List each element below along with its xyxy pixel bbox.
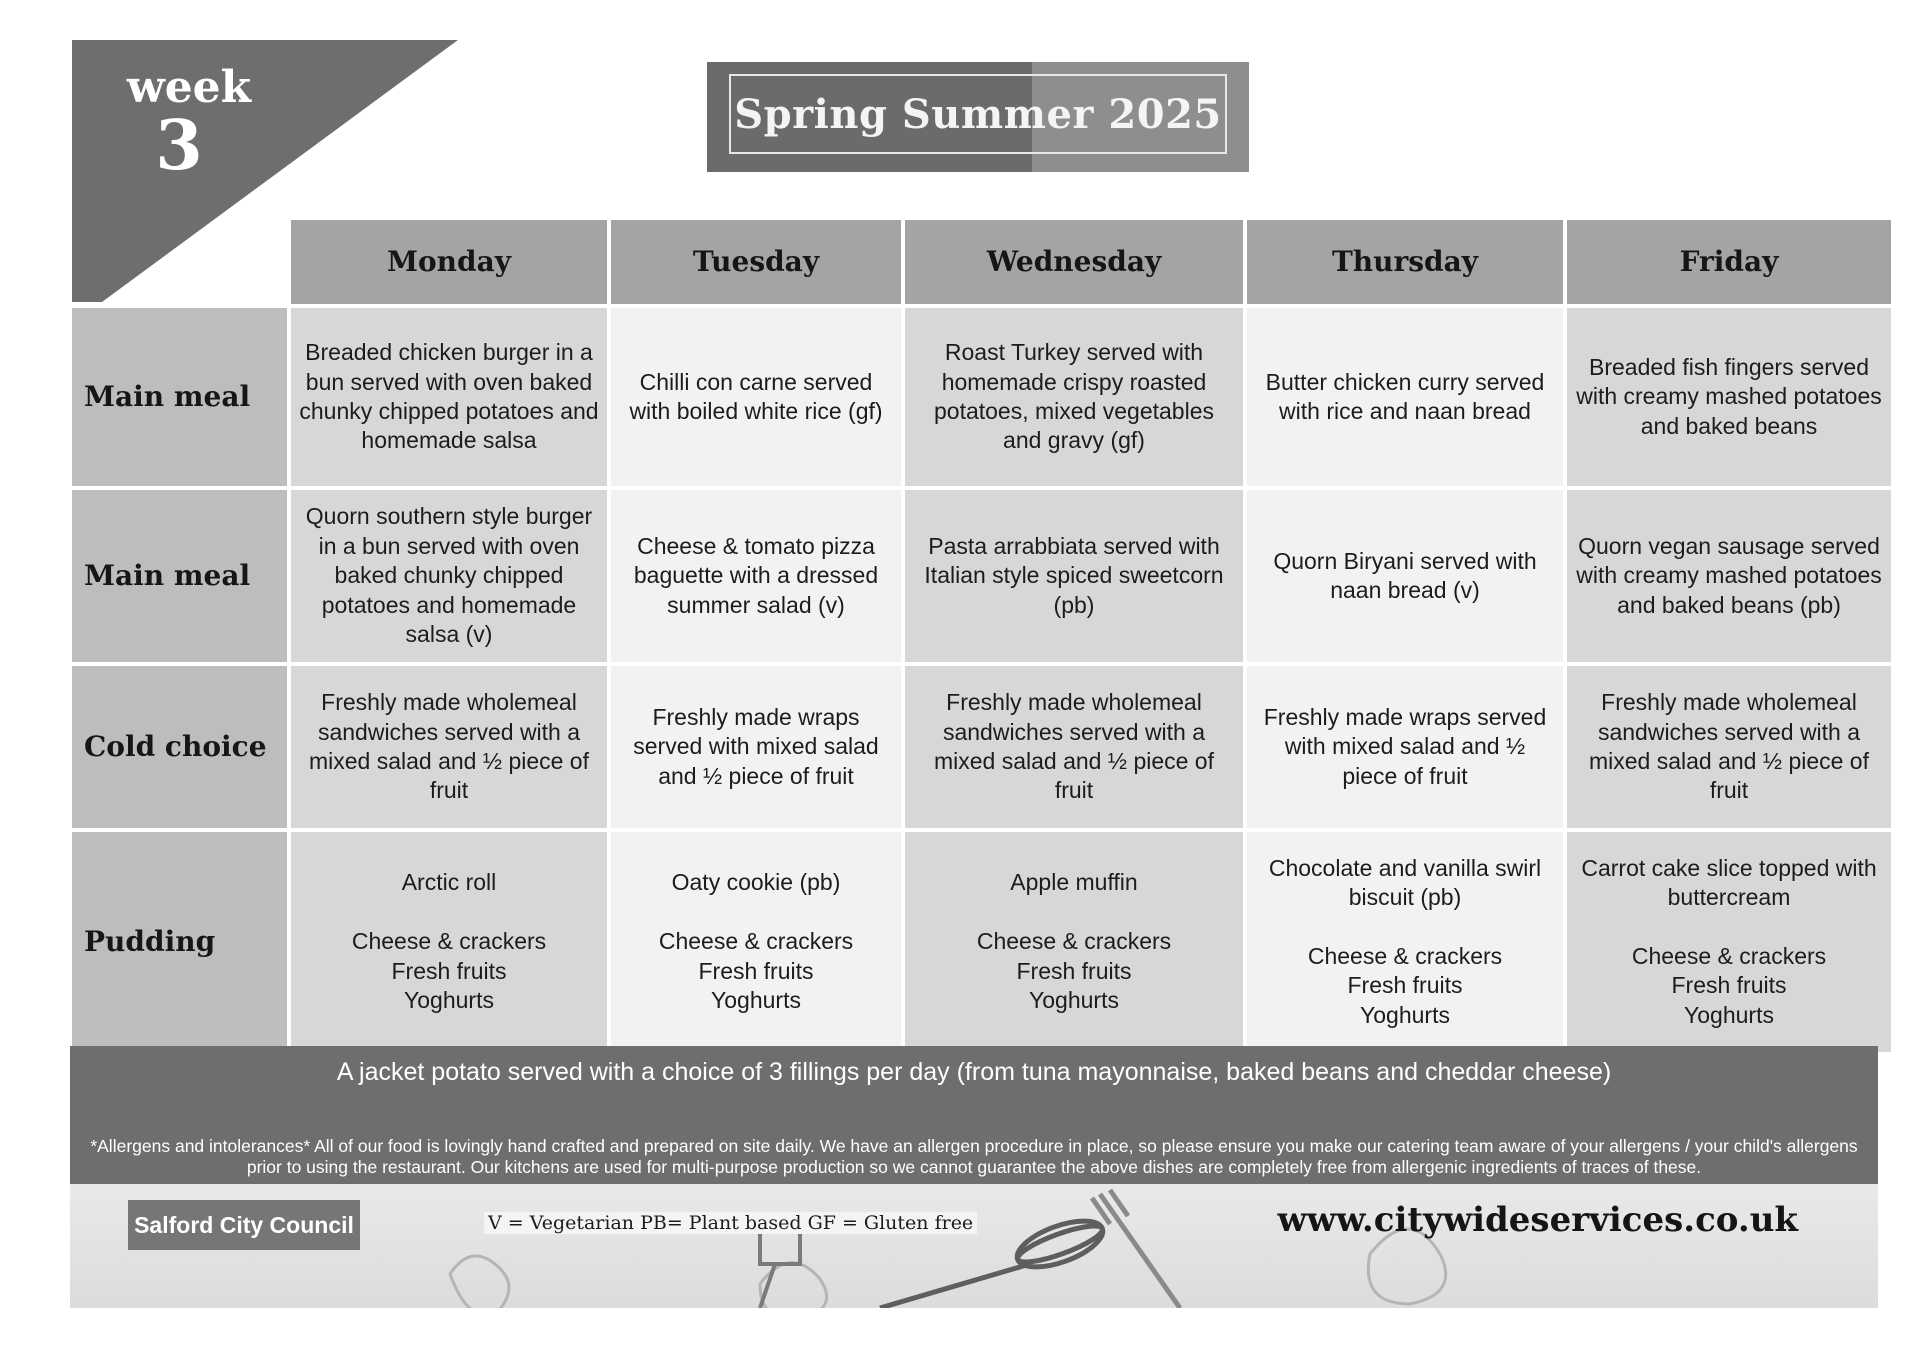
council-logo: Salford City Council: [128, 1200, 360, 1250]
row-label-cold-choice: Cold choice: [72, 666, 287, 828]
pepper-icon: [450, 1229, 1446, 1308]
menu-cell-pudding-monday: Arctic roll Cheese & crackers Fresh fruits Yoghurts: [291, 832, 607, 1052]
menu-title: Spring Summer 2025: [734, 90, 1222, 138]
menu-cell-main2-wednesday: Pasta arrabbiata served with Italian style spiced sweetcorn (pb): [905, 490, 1243, 662]
week-number: 3: [155, 106, 203, 186]
menu-cell-cold-thursday: Freshly made wraps served with mixed salad and ½ piece of fruit: [1247, 666, 1563, 828]
day-header-wednesday: Wednesday: [905, 220, 1243, 304]
menu-cell-pudding-wednesday: Apple muffin Cheese & crackers Fresh fruits Yoghurts: [905, 832, 1243, 1052]
menu-cell-main1-thursday: Butter chicken curry served with rice and naan bread: [1247, 308, 1563, 486]
menu-cell-main2-tuesday: Cheese & tomato pizza baguette with a dressed summer salad (v): [611, 490, 901, 662]
row-label-main-meal-2: Main meal: [72, 490, 287, 662]
day-header-monday: Monday: [291, 220, 607, 304]
website-url: www.citywideservices.co.uk: [1277, 1200, 1798, 1240]
menu-cell-cold-wednesday: Freshly made wholemeal sandwiches served with a mixed salad and ½ piece of fruit: [905, 666, 1243, 828]
menu-grid: [72, 220, 1882, 1045]
fork-icon: [1092, 1190, 1180, 1308]
day-header-thursday: Thursday: [1247, 220, 1563, 304]
menu-cell-main2-monday: Quorn southern style burger in a bun served with oven baked chunky chipped potatoes and homemade salsa (v): [291, 490, 607, 662]
menu-cell-pudding-tuesday: Oaty cookie (pb) Cheese & crackers Fresh fruits Yoghurts: [611, 832, 901, 1052]
day-header-friday: Friday: [1567, 220, 1891, 304]
menu-cell-main1-wednesday: Roast Turkey served with homemade crispy roasted potatoes, mixed vegetables and gravy (gf): [905, 308, 1243, 486]
menu-cell-cold-tuesday: Freshly made wraps served with mixed salad and ½ piece of fruit: [611, 666, 901, 828]
row-label-pudding: Pudding: [72, 832, 287, 1052]
menu-cell-main1-friday: Breaded fish fingers served with creamy mashed potatoes and baked beans: [1567, 308, 1891, 486]
info-band: [70, 1046, 1878, 1184]
menu-cell-main1-tuesday: Chilli con carne served with boiled white rice (gf): [611, 308, 901, 486]
title-banner: [707, 62, 1249, 172]
menu-cell-main2-thursday: Quorn Biryani served with naan bread (v): [1247, 490, 1563, 662]
menu-cell-main1-monday: Breaded chicken burger in a bun served with oven baked chunky chipped potatoes and homemade salsa: [291, 308, 607, 486]
menu-cell-main2-friday: Quorn vegan sausage served with creamy mashed potatoes and baked beans (pb): [1567, 490, 1891, 662]
week-label: week: [126, 62, 252, 113]
menu-cell-cold-monday: Freshly made wholemeal sandwiches served with a mixed salad and ½ piece of fruit: [291, 666, 607, 828]
jacket-potato-note: A jacket potato served with a choice of 3 fillings per day (from tuna mayonnaise, baked beans and cheddar cheese): [336, 1058, 1612, 1086]
allergen-note: *Allergens and intolerances* All of our food is lovingly hand crafted and prepared on site daily. We have an allergen procedure in place, so please ensure you make our catering team aware of your allergens / your child's allergens prior to using the restaurant. Our kitchens are used for multi-purpose production so we cannot guarantee the above dishes are completely free from allergenic ingredients of traces of these.: [90, 1136, 1858, 1177]
dietary-key: V = Vegetarian PB= Plant based GF = Gluten free: [484, 1212, 977, 1234]
day-header-tuesday: Tuesday: [611, 220, 901, 304]
row-label-main-meal-1: Main meal: [72, 308, 287, 486]
menu-cell-cold-friday: Freshly made wholemeal sandwiches served with a mixed salad and ½ piece of fruit: [1567, 666, 1891, 828]
spatula-icon: [760, 1224, 800, 1308]
menu-cell-pudding-friday: Carrot cake slice topped with buttercream Cheese & crackers Fresh fruits Yoghurts: [1567, 832, 1891, 1052]
corner-cell: [72, 220, 287, 304]
footer: [70, 1184, 1878, 1308]
menu-cell-pudding-thursday: Chocolate and vanilla swirl biscuit (pb) Cheese & crackers Fresh fruits Yoghurts: [1247, 832, 1563, 1052]
